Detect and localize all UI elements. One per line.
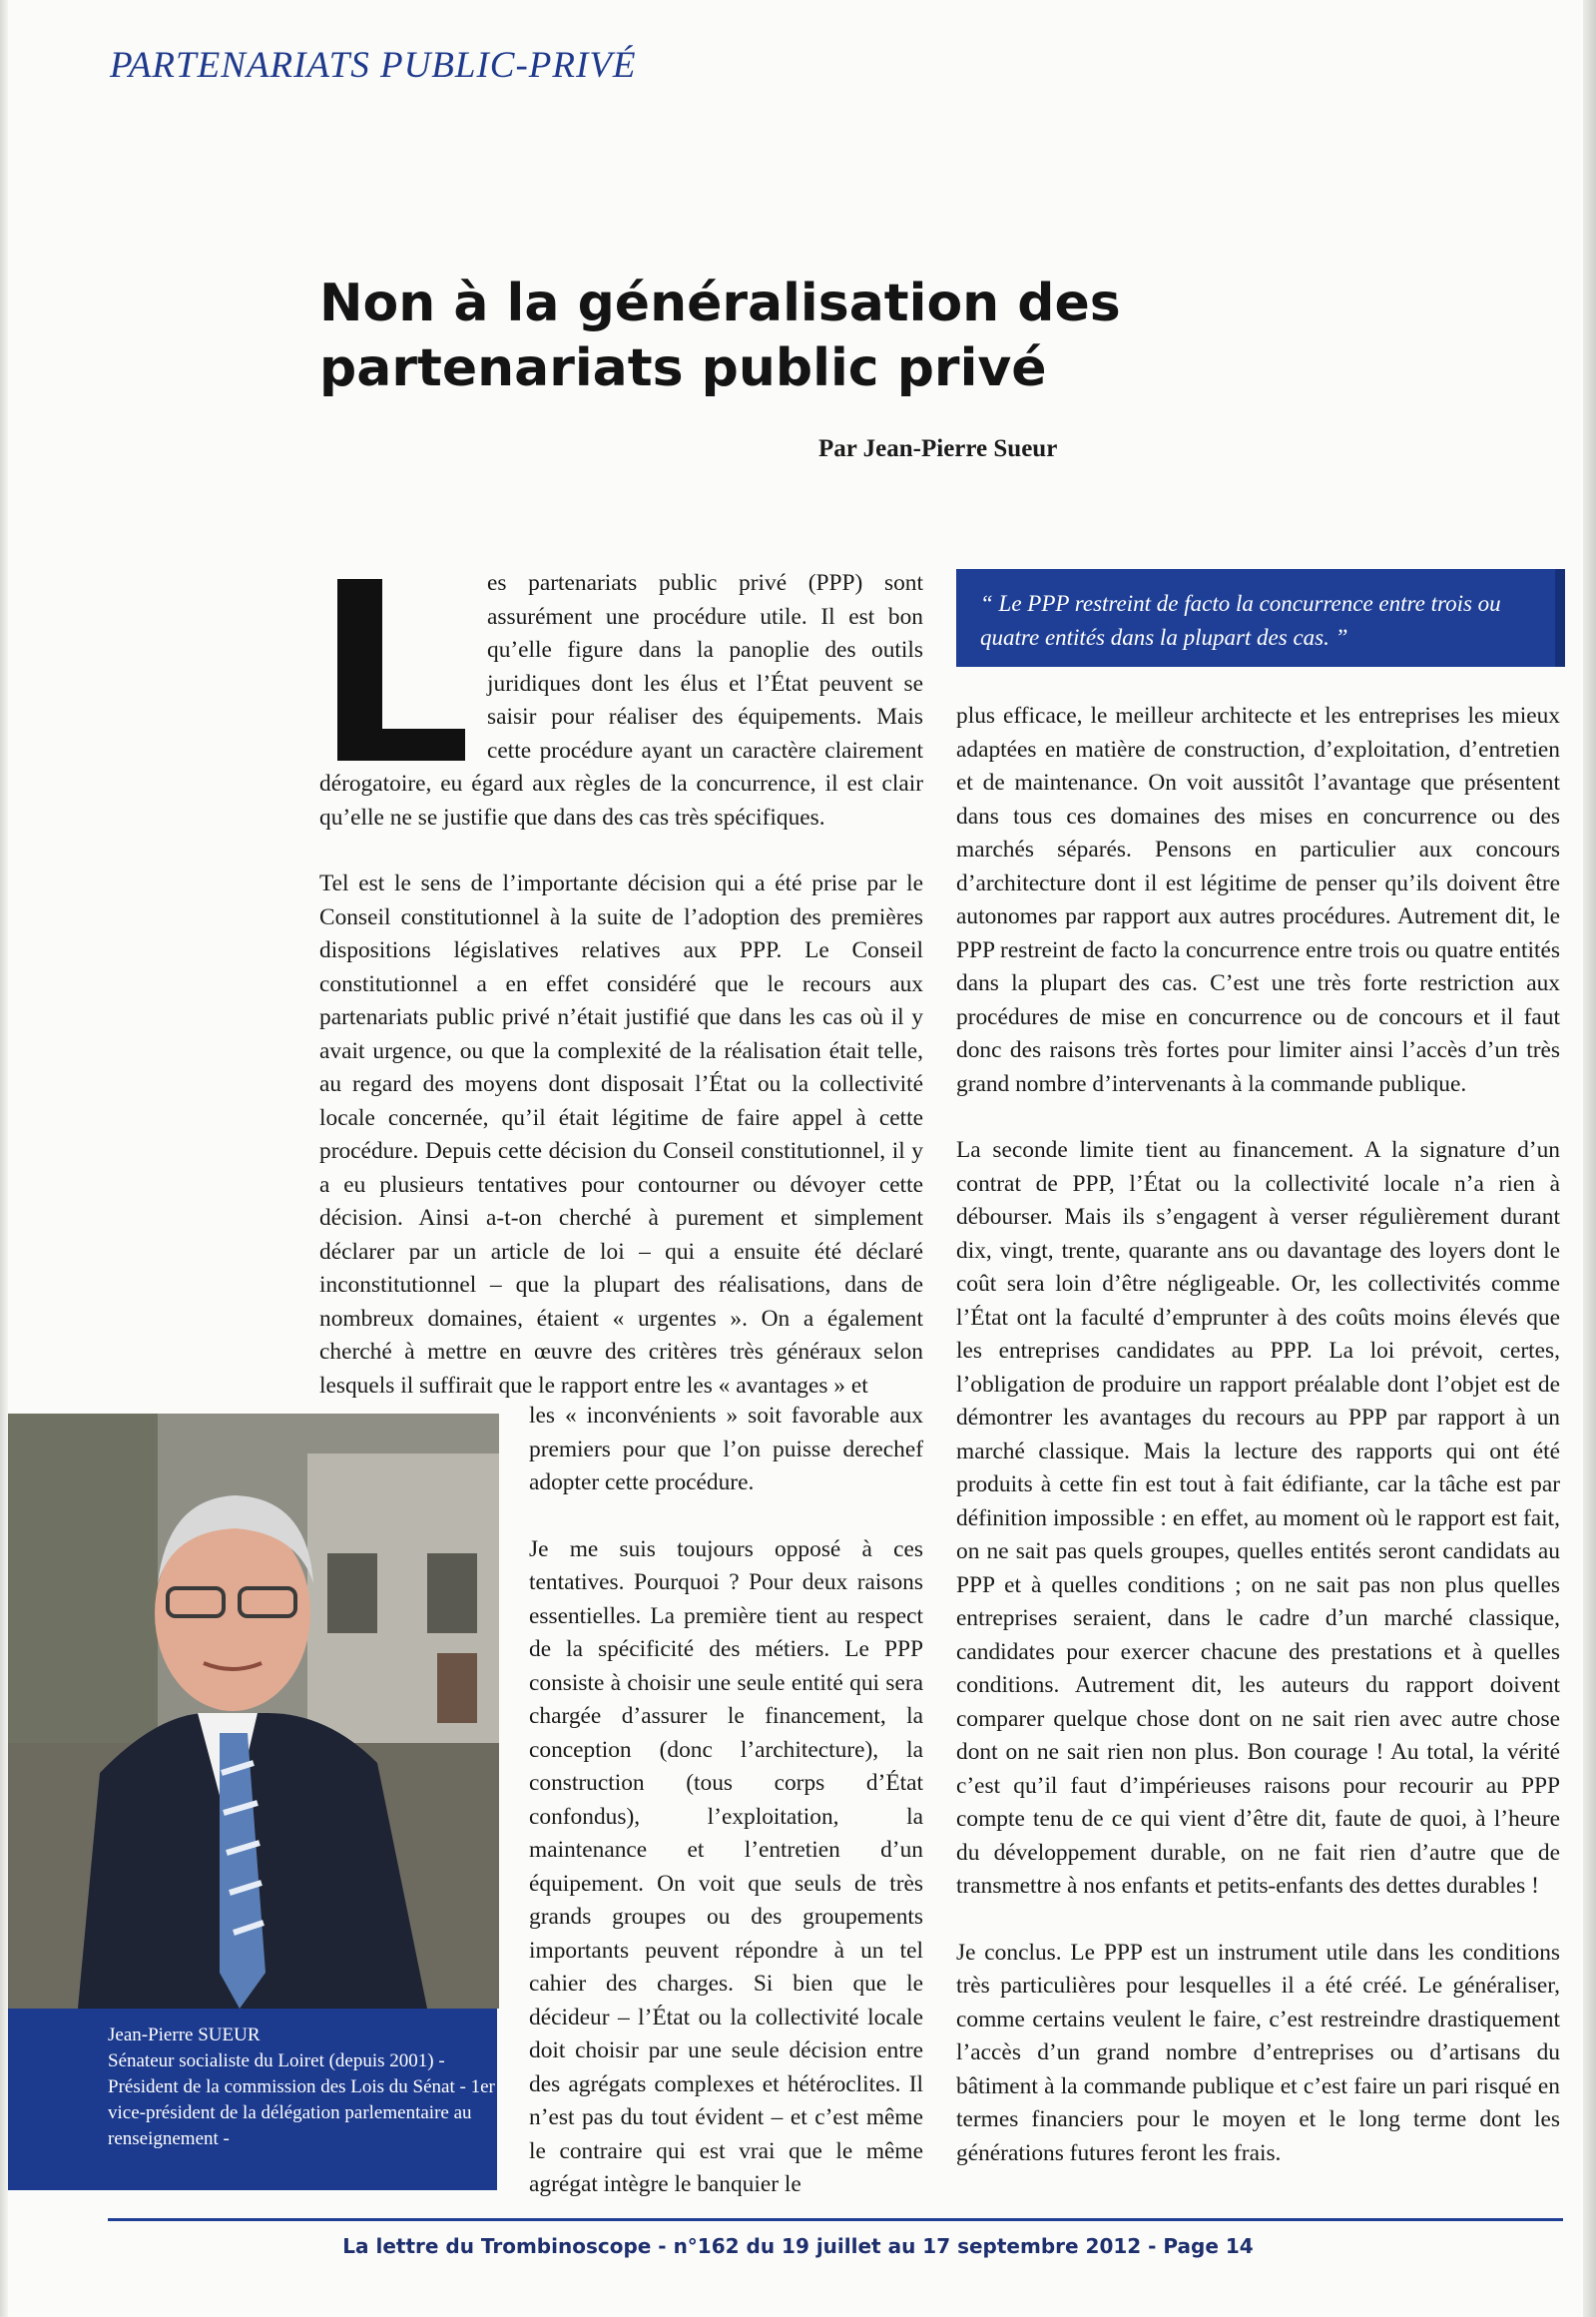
paragraph: Tel est le sens de l’importante décision qui a été prise par le Conseil constitutionnel à la suite de l’adoption des premières dispositions législatives relatives aux PPP. Le Conseil constitutionnel a en effet considéré que le recours aux partenariats public privé n’était justifié que dans les cas où il y avait urgence, ou que la complexité de la réalisation était telle, au regard des moyens dont disposait l’État ou la collectivité locale concernée, qu’il était légitime de faire appel à cette procédure. Depuis cette décision du Conseil constitutionnel, il y a eu plusieurs tentatives pour contourner ou dévoyer cette décision. Ainsi a-t-on cherché à purement et simplement déclarer par un article de loi – qui a ensuite été déclaré inconstitutionnel – que la plupart des réalisations, dans de nombreux domaines, étaient « urgentes ». On a également cherché à mettre en œuvre des critères très généraux selon lesquels il suffirait que le rapport entre les « avantages » et xyxy=(319,870,923,1399)
author-photo xyxy=(8,1414,499,2009)
title-line-2: partenariats public privé xyxy=(319,338,1047,398)
column-2 xyxy=(956,700,1560,2203)
paragraph: les « inconvénients » soit favorable aux premiers pour que l’on puisse derechef adopter cette procédure. xyxy=(529,1403,923,1495)
pull-quote: “ Le PPP restreint de facto la concurrence entre trois ou quatre entités dans la plupart des cas. ” xyxy=(956,569,1565,667)
paragraph-text: es partenariats public privé (PPP) sont assurément une procédure utile. Il est bon qu’elle figure dans la panoplie des outils juridiques dont les élus et l’État peuvent se saisir pour réaliser des équipements. Mais cette procédure ayant un caractère clairement dérogatoire, eu égard aux règles de la concurrence, il est clair qu’elle ne se justifie que dans des cas très spécifiques. xyxy=(319,570,923,831)
dropcap-l xyxy=(337,579,465,761)
paragraph: Je me suis toujours opposé à ces tentatives. Pourquoi ? Pour deux raisons essentielles. La première tient au respect de la spécificité des métiers. Le PPP consiste à choisir une seule entité qui sera chargée d’assurer le financement, la conception (donc l’architecture), la construction (tous corps d’État confondus), l’exploitation, la maintenance et l’entretien d’un équipement. On voit que seuls de très grands groupes ou des groupements importants peuvent répondre à un tel cahier des charges. Si bien que le décideur – l’État ou la collectivité locale doit choisir par une seule décision entre des agrégats complexes et hétéroclites. Il n’est pas du tout évident – et c’est même le contraire qui est vrai que le même agrégat intègre le banquier le xyxy=(529,1535,923,2197)
section-heading: PARTENARIATS PUBLIC-PRIVÉ xyxy=(110,45,637,86)
column-1-lower xyxy=(529,1400,923,2235)
page-footer: La lettre du Trombinoscope - n°162 du 19 juillet au 17 septembre 2012 - Page 14 xyxy=(342,2234,1254,2258)
portrait-illustration xyxy=(8,1414,499,2009)
paragraph: Je conclus. Le PPP est un instrument utile dans les conditions très particulières pour lesquelles il a été créé. Le généraliser, comme certains veulent le faire, c’est restreindre drastiquement l’accès d’un grand nombre d’entreprises ou d’artisans du bâtiment à la commande publique et c’est faire un pari risqué en termes financiers pour le moyen et le long terme dont les générations futures feront les frais. xyxy=(956,1939,1560,2166)
caption-name: Jean-Pierre SUEUR xyxy=(108,2025,261,2045)
page-left-shadow xyxy=(0,0,8,2317)
article-title xyxy=(319,272,1318,401)
page-right-edge xyxy=(1583,0,1596,2317)
column-1 xyxy=(319,567,923,1436)
paragraph: La seconde limite tient au financement. A la signature d’un contrat de PPP, l’État ou la collectivité locale n’a rien à débourser. Mais ils s’engagent à verser régulièrement durant dix, vingt, trente, quarante ans ou davantage des loyers dont le coût sera loin d’être négligeable. Or, les collectivités comme l’État ont la faculté d’emprunter à des coûts moins élevés que les entreprises candidates au PPP. La loi prévoit, certes, l’obligation de produire un rapport préalable dont l’objet est de démontrer les avantages du recours au PPP par rapport à un marché classique. Mais la lecture des rapports qui ont été produits à cette fin est tout à fait édifiante, car la tâche est par définition impossible : en effet, au moment où le rapport est fait, on ne sait pas quels groupes, quelles entités seront candidats au PPP et à quelles conditions ; on ne sait pas non plus quelles entreprises seraient, dans le cadre d’un marché classique, candidates pour exercer chacune des prestations et à quelles conditions. Autrement dit, les auteurs du rapport doivent comparer quelque chose dont on ne sait rien avec autre chose dont on ne sait rien non plus. Bon courage ! Au total, la vérité c’est qu’il faut d’impérieuses raisons pour recourir au PPP compte tenu de ce qui vient d’être dit, faute de quoi, à l’heure du développement durable, on ne fait rien d’autre que de transmettre à nos enfants et petits-enfants des dettes durables ! xyxy=(956,1137,1560,1899)
dropcap-notch xyxy=(382,579,465,729)
photo-caption xyxy=(8,2009,497,2190)
paragraph: plus efficace, le meilleur architecte et les entreprises les mieux adaptées en matière de construction, d’exploitation, d’entretien et de maintenance. On voit aussitôt l’avantage que présentent dans tous ces domaines des mises en concurrence ou des marchés séparés. Pensons en particulier aux concours d’architecture dont il est légitime de penser qu’ils doivent être autonomes par rapport aux autres procédures. Autrement dit, le PPP restreint de facto la concurrence entre trois ou quatre entités dans la plupart des cas. C’est une très forte restriction aux procédures de mise en concurrence ou de concours et il faut donc des raisons très fortes pour limiter ainsi l’accès d’un très grand nombre d’intervenants à la commande publique. xyxy=(956,703,1560,1097)
footer-rule xyxy=(108,2218,1563,2221)
title-line-1: Non à la généralisation des xyxy=(319,274,1121,333)
byline: Par Jean-Pierre Sueur xyxy=(818,435,1058,462)
caption-role: Sénateur socialiste du Loiret (depuis 2001) - Président de la commission des Lois du Sénat - 1er vice-président de la délégation parlementaire au renseignement - xyxy=(108,2050,495,2149)
paragraph-intro xyxy=(319,567,923,835)
